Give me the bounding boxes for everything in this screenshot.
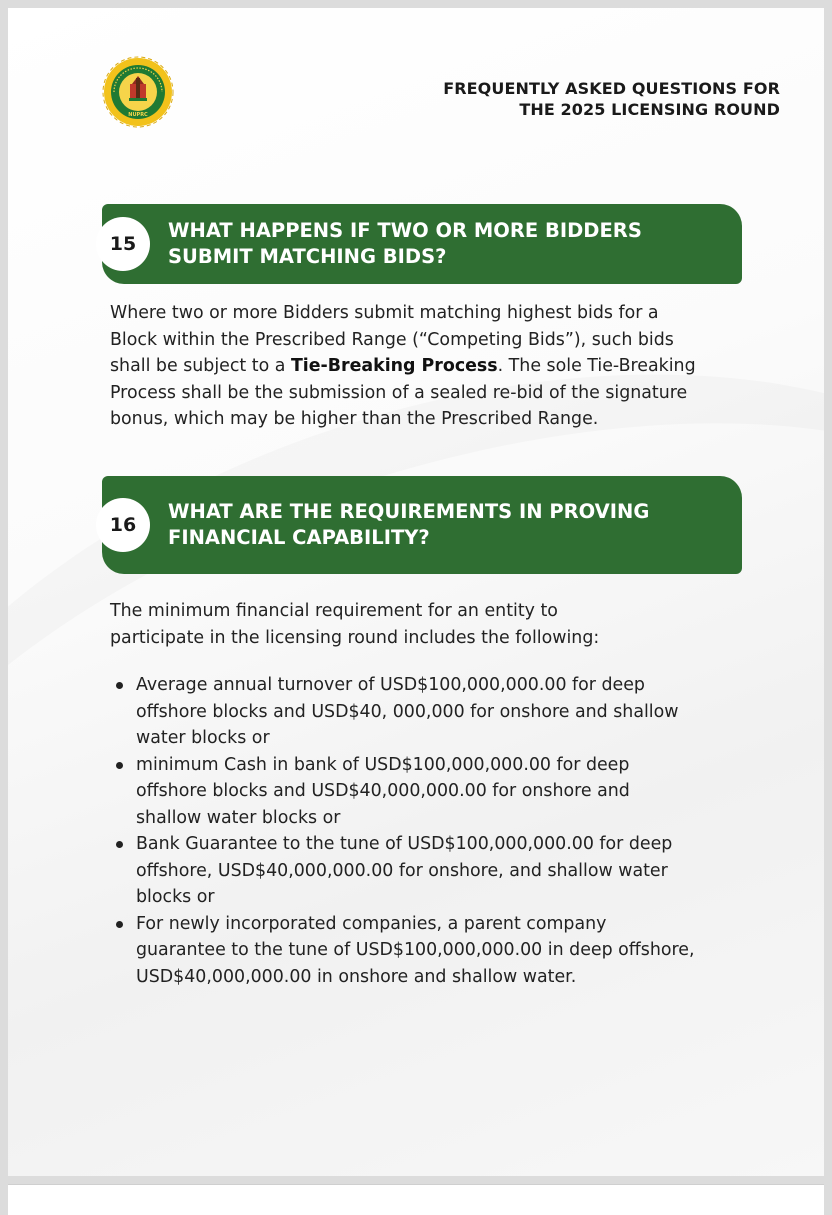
bullet-3-line-2: offshore, USD$40,000,000.00 for onshore, and shallow water — [136, 860, 668, 881]
bullet-1-line-2: offshore blocks and USD$40, 000,000 for onshore and shallow — [136, 701, 679, 722]
question-15-number: 15 — [96, 217, 150, 271]
question-16-banner — [102, 476, 742, 574]
bullet-2-line-3: shallow water blocks or — [136, 807, 341, 828]
header-title-line-2: THE 2025 LICENSING ROUND — [519, 100, 780, 119]
nuprc-seal-icon — [102, 56, 174, 128]
answer-15-line-5: bonus, which may be higher than the Prescribed Range. — [110, 409, 599, 429]
bullet-2-line-2: offshore blocks and USD$40,000,000.00 for onshore and — [136, 781, 630, 801]
tie-breaking-process-term: Tie-Breaking Process — [290, 356, 498, 376]
question-16-number: 16 — [96, 498, 150, 552]
header-title-line-1: FREQUENTLY ASKED QUESTIONS FOR — [443, 79, 780, 98]
question-16-title-line-2: FINANCIAL CAPABILITY? — [168, 526, 430, 549]
answer-15-line-1: Where two or more Bidders submit matching highest bids for a — [110, 303, 659, 323]
question-15-title — [168, 218, 722, 270]
question-15-answer — [110, 300, 760, 433]
document-page — [8, 8, 824, 1176]
intro-16-line-1: The minimum financial requirement for an entity to — [110, 601, 558, 621]
answer-15-line-3-start: shall be subject to a — [110, 356, 291, 376]
bullet-4-line-1: For newly incorporated companies, a parent company — [136, 913, 607, 934]
bullet-icon — [116, 682, 123, 689]
bullet-2-line-1: minimum Cash in bank of USD$100,000,000.00 for deep — [136, 754, 630, 775]
financial-requirements-list — [110, 672, 760, 990]
bullet-4-line-3: USD$40,000,000.00 in onshore and shallow water. — [136, 966, 577, 987]
answer-15-line-4: Process shall be the submission of a sealed re-bid of the signature — [110, 382, 688, 403]
list-item — [110, 752, 760, 832]
question-15-title-line-1: WHAT HAPPENS IF TWO OR MORE BIDDERS — [168, 219, 642, 242]
bullet-1-line-3: water blocks or — [136, 728, 270, 748]
bullet-icon — [116, 921, 123, 928]
logo-text: NUPRC — [128, 112, 148, 118]
answer-15-line-3 — [110, 353, 760, 380]
intro-16-line-2: participate in the licensing round includes the following: — [110, 627, 600, 648]
question-16-title-line-1: WHAT ARE THE REQUIREMENTS IN PROVING — [168, 500, 650, 523]
bullet-4-line-2: guarantee to the tune of USD$100,000,000.00 in deep offshore, — [136, 940, 695, 960]
page-header-title — [360, 78, 780, 120]
question-16-title — [168, 499, 722, 551]
list-item — [110, 911, 760, 991]
list-item — [110, 672, 760, 752]
bullet-3-line-1: Bank Guarantee to the tune of USD$100,000,000.00 for deep — [136, 834, 673, 854]
bullet-icon — [116, 841, 123, 848]
list-item — [110, 831, 760, 911]
question-15-title-line-2: SUBMIT MATCHING BIDS? — [168, 245, 447, 268]
bullet-1-line-1: Average annual turnover of USD$100,000,000.00 for deep — [136, 675, 645, 695]
question-15-banner — [102, 204, 742, 284]
bullet-icon — [116, 762, 123, 769]
answer-15-line-3-end: . The sole Tie-Breaking — [497, 356, 696, 376]
answer-15-line-2: Block within the Prescribed Range (“Competing Bids”), such bids — [110, 329, 674, 350]
bullet-3-line-3: blocks or — [136, 887, 215, 907]
question-16-intro — [110, 598, 760, 651]
